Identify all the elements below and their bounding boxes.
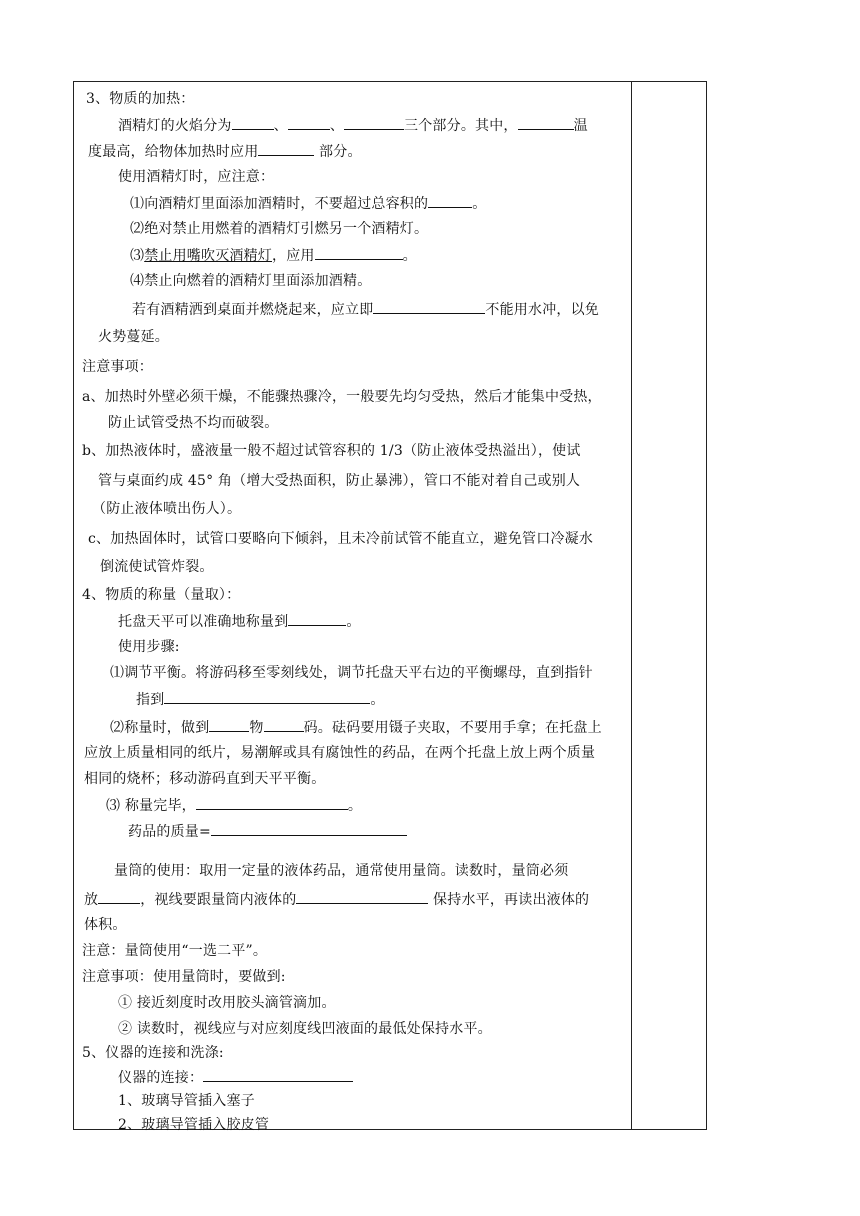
section-3-heading: 3、物质的加热： [86, 91, 195, 107]
steps-label: 使用步骤: [118, 639, 180, 655]
step-2-line-2: 应放上质量相同的纸片，易潮解或具有腐蚀性的药品，在两个托盘上放上两个质量 [84, 745, 596, 761]
note-c-line-2: 倒流使试管炸裂。 [100, 559, 214, 575]
connect-line: 仪器的连接： [118, 1067, 353, 1088]
note-c-line-1: c、加热固体时，试管口要略向下倾斜，且未冷前试管不能直立，避免管口冷凝水 [88, 531, 594, 547]
connect-item-2: 2、玻璃导管插入胶皮管 [118, 1117, 270, 1133]
cylinder-line-1: 量筒的使用：取用一定量的液体药品，通常使用量筒。读数时，量筒必须 [114, 863, 569, 879]
lamp-notes-intro: 使用酒精灯时，应注意： [118, 169, 275, 185]
lamp-note-4: ⑷禁止向燃着的酒精灯里面添加酒精。 [130, 273, 372, 289]
step-2-line-1: ⑵称量时，做到 物 码。砝码要用镊子夹取，不要用手拿；在托盘上 [110, 717, 602, 738]
balance-line: 托盘天平可以准确地称量到 。 [118, 611, 361, 632]
mass-line: 药品的质量= [128, 821, 407, 842]
cylinder-note-2: 注意事项：使用量筒时，要做到: [82, 969, 286, 985]
flame-line-1: 酒精灯的火焰分为 、 、 三个部分。其中， 温 [118, 115, 588, 136]
cylinder-note: 注意：量筒使用“一选二平”。 [82, 943, 268, 959]
cylinder-item-2: ② 读数时，视线应与对应刻度线凹液面的最低处保持水平。 [118, 1021, 492, 1037]
note-b-line-2: 管与桌面约成 45° 角（增大受热面积，防止暴沸），管口不能对着自己或别人 [98, 473, 581, 489]
step-3-line: ⑶ 称量完毕， 。 [106, 795, 362, 816]
lamp-note-1: ⑴向酒精灯里面添加酒精时，不要超过总容积的 。 [130, 193, 486, 214]
step-1-line-2: 指到 。 [136, 689, 385, 710]
connect-item-1: 1、玻璃导管插入塞子 [118, 1093, 255, 1109]
spill-line-2: 火势蔓延。 [98, 329, 169, 345]
note-a-line-2: 防止试管受热不均而破裂。 [108, 415, 279, 431]
cylinder-line-3: 体积。 [84, 917, 127, 933]
cylinder-line-2: 放 ，视线要跟量筒内液体的 保持水平，再读出液体的 [84, 889, 589, 910]
note-a-line-1: a、加热时外壁必须干燥，不能骤热骤冷，一般要先均匀受热，然后才能集中受热， [82, 389, 602, 405]
note-b-line-3: （防止液体喷出伤人）。 [92, 501, 242, 517]
section-4-heading: 4、物质的称量（量取）： [82, 587, 241, 603]
step-1-line-1: ⑴调节平衡。将游码移至零刻线处，调节托盘天平右边的平衡螺母，直到指针 [110, 665, 593, 681]
cylinder-item-1: ① 接近刻度时改用胶头滴管滴加。 [118, 995, 336, 1011]
column-divider [631, 81, 632, 1130]
lamp-note-3: ⑶禁止用嘴吹灭酒精灯，应用 。 [130, 245, 417, 266]
step-2-line-3: 相同的烧杯；移动游码直到天平平衡。 [84, 771, 326, 787]
spill-line-1: 若有酒精洒到桌面并燃烧起来，应立即 不能用水冲，以免 [132, 299, 599, 320]
section-5-heading: 5、仪器的连接和洗涤: [82, 1045, 224, 1061]
flame-line-2: 度最高，给物体加热时应用 部分。 [88, 141, 362, 162]
lamp-note-2: ⑵绝对禁止用燃着的酒精灯引燃另一个酒精灯。 [130, 221, 429, 237]
note-b-line-1: b、加热液体时，盛液量一般不超过试管容积的 1/3（防止液体受热溢出），使试 [82, 443, 581, 459]
notes-heading: 注意事项： [82, 359, 153, 375]
